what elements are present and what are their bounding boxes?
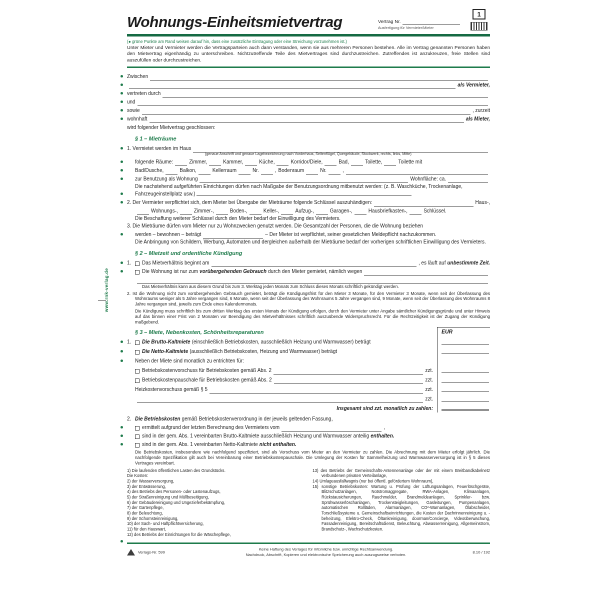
row-bk-pauschale — [127, 375, 437, 385]
betriebskosten-list — [127, 468, 490, 537]
amount-cell — [437, 346, 490, 356]
green-dot-icon — [121, 92, 124, 95]
usage-label: zur Benutzung als Wohnung — [135, 176, 198, 182]
row-brutto-enthalten — [127, 432, 490, 441]
amount-blank[interactable] — [442, 340, 490, 345]
fold-mark — [98, 300, 106, 301]
row-als-vermieter — [127, 80, 490, 89]
betriebskosten-explanation: Die Betriebskosten, insbesondere wie nachfolgend spezifiziert, sind als Vorschuss vom Mieter an den Vermieter zu zahlen. Die Abrechnung mit dem Mieter erfolgt jährlich. Die nachfolgende Spezifikation gilt auch bei Vereinbarung einer Betriebskostenpauschale. Die Umlegung der Kosten für Sammelheizung und Warmwasserversorgung ist in § 5 dieses Vertrages vereinbart. — [135, 449, 490, 466]
form-sheet — [104, 8, 490, 558]
zzt-label: zzt. — [425, 387, 433, 393]
green-dot-icon — [121, 147, 124, 150]
list-item: 5) der Straßenreinigung und Müllbeseitigung, — [127, 495, 209, 500]
section-3-grid — [127, 327, 490, 413]
eur-header-cell — [437, 327, 490, 337]
unbestimmte-zeit-label: unbestimmte Zeit. — [447, 260, 490, 266]
betriebskosten-text: gemäß Betriebskostenverordnung in der jeweils geltenden Fassung, — [181, 416, 333, 423]
list-item: 12) des Betriebs der Einrichtungen für die Wäschepflege, — [127, 532, 231, 537]
wohnung-label: Die Wohnung ist nur zum — [142, 268, 199, 275]
green-dot-icon — [121, 160, 124, 163]
toilette-label: Toilette, — [364, 159, 383, 165]
zwischen-label: Zwischen — [127, 73, 149, 80]
brutto-label: Die Brutto-Kaltmiete — [142, 339, 191, 346]
checkbox-netto-nicht-enthalten[interactable] — [135, 443, 140, 448]
footer — [127, 547, 490, 558]
zurzeit-label: , zurzeit — [472, 107, 490, 114]
comma: , — [383, 425, 385, 431]
form-title: Wohnungs-Einheitsmietvertrag — [127, 14, 343, 31]
footer-disclaimer — [207, 547, 445, 558]
row-rooms-2 — [127, 166, 490, 175]
netto-label: Die Netto-Kaltmiete — [142, 349, 189, 355]
row-vertreten-durch — [127, 89, 490, 98]
amount-cell — [437, 337, 490, 347]
sowie-label: sowie — [127, 107, 140, 114]
kueche-label: Küche, — [259, 159, 275, 165]
ermittelt-label: ermittelt aufgrund der letzten Berechnung des Vermieters vom — [142, 425, 280, 431]
list-item: 14) Umlageausfallwagnis (nur bei öffentl. gefördertem Wohnraum), — [312, 479, 434, 484]
list-item: 8) der Beleuchtung, — [127, 510, 163, 516]
row-closing — [127, 123, 490, 132]
section-3-heading: § 3 – Miete, Nebenkosten, Schönheitsreparaturen — [135, 329, 264, 336]
green-dot-icon — [121, 169, 124, 172]
closing-label: wird folgender Mietvertrag geschlossen: — [127, 124, 216, 131]
section-1-heading: § 1 – Mieträume — [135, 135, 177, 142]
row-keys-1 — [127, 198, 490, 207]
disclaimer-line-1: Keine Haftung des Verlages für irrtümliche bzw. unrichtige Rechtsanwendung. — [258, 547, 394, 552]
page-scaler — [104, 8, 490, 558]
bad-dusche-label: Bad/Dusche, — [135, 167, 164, 174]
zimmer-label: Zimmer, — [189, 159, 208, 165]
nr-label: Nr. — [320, 167, 327, 174]
item3-text-d: Die Anbringung von Schildern, Werbung, Automaten und dergleichen außerhalb der Mieträume bedarf der vorherigen schriftlichen Einwilligung des Vermieters. — [135, 239, 486, 245]
list-item: Die Kosten: — [127, 473, 149, 479]
row-wohnhaft — [127, 114, 490, 123]
facilities-paragraph — [127, 183, 490, 198]
facilities-text: Die nachstehend aufgeführten Einrichtungen dürfen nach Maßgabe der Benutzungsordnung mitbenutzt werden: (z. B. Waschküche, Trockenanlage, Fahrzeugeinstellplatz usw.) — [135, 183, 463, 197]
row-bk-vorschuss — [127, 365, 437, 375]
list-item: 2) der Wasserversorgung, — [127, 479, 175, 484]
row-netto-nicht-enthalten — [127, 440, 490, 449]
voruebergehend-label: vorübergehenden Gebrauch — [199, 268, 267, 275]
row-und — [127, 97, 490, 106]
gemietet-label: durch den Mieter gemietet, nämlich wegen — [268, 268, 363, 275]
list-item: 15) sonstige Betriebskosten: Wartung u. Prüfung der Lüftungsanlagen, Feuerlöschgeräte, Blitzschutzanlagen, Notstromaggregate, RWA-Anlagen, Klimaanlagen, Rückstausicherungen, Rauchmelder, Brandmeldeanlagen, Sprinkler- bzw. Sprühwasserlöschanlagen, Trockensteigleitungen, Gasleitungen, Pumpenanlagen, automatischen Rollläden, Alarmanlagen, CO²-Warnanlagen, Ölabscheider, Torschließsysteme u. Gemeinschaftseinrichtungen, die Kosten der Dachrinnenreinigung u. -beheizung, Elektro-Check, Öltankreinigung, doorman/Concierge, Videoüberwachung, Fassadenreinigung, Bereitschaftsdienst, Beleuchtung, Abwasserreinigung, Allgemeinstrom, Brandschutz-, Wachschutzkosten. — [312, 484, 490, 532]
green-dot-icon — [121, 350, 124, 353]
header — [127, 8, 490, 31]
disclaimer-line-2: Nachdruck, Abschrift, Kopieren und elektronische Speicherung auch auszugsweise verboten. — [245, 552, 407, 557]
boden-key-label: Boden-, — [229, 208, 248, 214]
und-label: und — [127, 99, 136, 105]
address-blank[interactable] — [193, 147, 488, 153]
row-heizkosten — [127, 384, 437, 394]
row-zwischen — [127, 72, 490, 81]
neben-label: Neben der Miete sind monatlich zu entrichten für: — [135, 358, 244, 365]
website-vertical-text: www.rnk-verlag.de — [104, 268, 109, 313]
item3-text-a: 3. Die Mieträume dürfen vom Mieter nur zu Wohnzwecken genutzt werden. Die Gesamtzahl der Personen, die die Wohnung beziehen — [127, 223, 424, 229]
garagen-key-label: Garagen-, — [329, 208, 353, 214]
laeuft-label: , es läuft auf — [418, 260, 446, 266]
item-number: 1. — [127, 339, 132, 346]
korridor-label: Korridor/Diele, — [290, 159, 323, 165]
address-caption: (genaue Anschrift und genaue Lagebezeichnung nach Vorderhaus, Seitenflügel, Quergebäude, Stockwerk, rechts, links, Mitte) — [205, 151, 412, 156]
green-dot-icon — [121, 177, 124, 180]
wohnhaft-label: wohnhaft — [127, 116, 148, 122]
meldepflicht-text: – Der Mieter ist verpflichtet, seiner gesetzlichen Meldepflicht nachzukommen. — [265, 231, 437, 238]
toilette-mit-label: Toilette mit — [398, 159, 423, 165]
kuendigung-form-paragraph: Die Kündigung muss schriftlich bis zum dritten Werktag des ersten Monats der Kündigung erfolgen, durch den Vermieter unter Angabe sämtlicher Kündigungsgründe und unter Hinweis auf das binnen einer Frist von 2 Monaten vor Beendigung des Mietverhältnisses schriftlich auszuübende Widerspruchsrecht. Für die Rechtzeitigkeit ist der Zugang der Kündigung maßgebend. — [135, 308, 490, 325]
total-label: Insgesamt sind zzt. monatlich zu zahlen: — [336, 406, 433, 412]
list-item: 9) der Schornsteinreinigung, — [127, 516, 179, 521]
checkbox-voruebergehend[interactable] — [135, 270, 140, 275]
copy-for-label: Ausfertigung für Vermieter/Mieter — [378, 25, 434, 30]
total-amount-blank[interactable] — [442, 405, 490, 411]
page-number-box: 1 — [473, 9, 486, 20]
amount-cell — [437, 384, 490, 394]
list-item: 10) der Sach- und Haftpflichtversicherung, — [127, 521, 204, 527]
footer-dot-row — [127, 538, 490, 543]
list-item: 6) der Gebäudereinigung und Ungezieferbekämpfung, — [127, 500, 226, 505]
kuendigungsfrist-paragraph: 2. Ist die Wohnung nicht zum vorübergehenden Gebrauch gemietet, beträgt die Kündigungsfrist für den Mieter 3 Monate, für den Vermieter 3 Monate, wenn seit der Überlassung des Wohnraums weniger als 5 Jahre vergangen sind, 6 Monate, wenn seit der Überlassung des Wohnraums 5 Jahre vergangen sind, 9 Monate, wenn seit der Überlassung des Wohnraums 8 Jahre vergangen sind, jeweils zum Ende eines Kalendermonats. — [127, 290, 490, 307]
green-dot-icon — [121, 117, 124, 120]
amount-cell — [437, 394, 490, 404]
green-dot-icon — [121, 540, 124, 543]
green-dot-icon — [121, 201, 124, 204]
row-total — [127, 403, 437, 413]
green-dot-icon — [121, 83, 124, 86]
kammer-label: Kammer, — [223, 159, 244, 165]
nr-label: Nr. — [252, 167, 259, 174]
publisher-number: Verlags-Nr. 599 — [138, 550, 165, 555]
netto-nicht-text: sind in der gem. Abs. 1 vereinbarten Netto-Kaltmiete — [142, 442, 258, 448]
green-dot-icon — [121, 233, 124, 236]
section-2-heading: § 2 – Mietzeit und ordentliche Kündigung — [135, 250, 243, 257]
row-sonstiges — [127, 394, 437, 404]
briefkasten-key-label: Hausbriefkasten-, — [368, 208, 408, 214]
keys-intro: 2. Der Vermieter verpflichtet sich, dem Mieter bei Übergabe der Mieträume folgende Schlüssel auszuhändigen: — [127, 199, 373, 206]
amount-cell — [437, 365, 490, 375]
heizkosten-label: Heizkostenvorschuss gemäß § 5 — [135, 387, 208, 393]
green-dot-icon — [121, 109, 124, 112]
bk-pauschale-label: Betriebskostenpauschale für Betriebskosten gemäß Abs. 2 — [142, 377, 272, 384]
row-persons — [127, 230, 490, 239]
row-reason-continued — [127, 275, 490, 284]
barcode-icon — [471, 22, 488, 31]
betriebskosten-list-left — [127, 468, 305, 537]
contract-number-row — [378, 19, 462, 25]
item-number: 1. — [127, 260, 132, 266]
section-3-heading-cell — [127, 327, 437, 337]
bk-vorschuss-label: Betriebskostenvorschuss für Betriebskosten gemäß Abs. 2 — [142, 368, 272, 374]
betriebskosten-label: Die Betriebskosten — [135, 416, 181, 423]
aufzug-key-label: Aufzug-, — [295, 208, 314, 214]
list-item: 11) für den Hauswart, — [127, 526, 167, 532]
zimmer-key-label: Zimmer-, — [193, 208, 214, 214]
kuendigung-note: Das Mietverhältnis kann aus diesem Grund bis zum 3. Werktag jeden Monats zum Schluss dieses Monats schriftlich gekündigt werden. — [142, 283, 399, 289]
print-code: 8.10 / 192 — [472, 550, 490, 555]
schluessel-label: Schlüssel. — [423, 208, 447, 214]
row-ermittelt — [127, 423, 490, 432]
item-number: 2. — [127, 416, 132, 423]
amount-blank[interactable] — [442, 378, 490, 383]
netto-text: (ausschließlich Betriebskosten, Heizung und Warmwasser) beträgt — [189, 349, 338, 355]
list-item: 4) des Betriebs des Personen- oder Lastenaufzugs, — [127, 489, 221, 495]
persons-label: werden – bewohnen – beträgt — [135, 231, 202, 238]
vertreten-label: vertreten durch — [127, 90, 161, 97]
amount-blank[interactable] — [442, 350, 490, 355]
rooms-label: folgende Räume: — [135, 159, 174, 165]
eur-label: EUR — [441, 329, 453, 336]
als-mieter-label: als Mieter, — [465, 116, 490, 122]
comma: , — [274, 167, 277, 174]
contract-no-label: Vertrag Nr. — [378, 19, 401, 25]
area-label: Wohnfläche: ca. — [410, 176, 446, 182]
green-dot-icon — [121, 435, 124, 438]
amount-blank[interactable] — [442, 388, 490, 393]
checkbox-bk-pauschale[interactable] — [135, 379, 140, 384]
list-item: 13) des Betriebs der Gemeinschafts-Antennenanlage oder der mit einem Breitbandkabelnetz verbundenen privaten Verteilanlage, — [312, 468, 490, 479]
green-dot-icon — [121, 341, 124, 344]
green-dot-icon — [121, 261, 124, 264]
beginn-label: Das Mietverhältnis beginnt am — [142, 260, 210, 266]
green-divider-rule — [127, 66, 490, 68]
facilities-blank[interactable] — [197, 191, 412, 196]
page-corner — [468, 8, 490, 31]
row-netto — [127, 346, 437, 356]
row-haus — [127, 144, 490, 153]
comma: , — [342, 167, 344, 174]
amount-cell — [437, 375, 490, 385]
keys-note: Die Beschaffung weiterer Schlüssel durch den Mieter bedarf der Einwilligung des Vermieters. — [135, 215, 341, 222]
haus-label: 1. Vermietet werden im Haus — [127, 145, 192, 152]
row-brutto — [127, 337, 437, 347]
checkbox-netto-kaltmiete[interactable] — [135, 350, 140, 355]
brutto-enthalten-text: sind in der gem. Abs. 1 vereinbarten Brutto-Kaltmiete ausschließlich Heizung und Warmwasser anteilig — [142, 433, 370, 440]
row-voruebergehend — [127, 267, 490, 276]
row-neben — [127, 356, 437, 366]
green-dot-icon — [121, 100, 124, 103]
row-mietbeginn — [127, 258, 490, 267]
green-dots-hint: (● grüne Punkte am Rand weisen darauf hin, dass eine zusätzliche Eintragung oder eine Streichung vorzunehmen ist.) — [127, 39, 347, 44]
bad-label: Bad, — [338, 159, 349, 165]
publisher-logo-icon — [127, 549, 135, 556]
total-amount-cell — [437, 403, 490, 413]
checkbox-unbefristet[interactable] — [135, 261, 140, 266]
green-dot-icon — [121, 426, 124, 429]
green-dot-icon — [121, 270, 124, 273]
footer-rule — [127, 543, 490, 545]
checkbox-brutto-enthalten[interactable] — [135, 435, 140, 440]
checkbox-brutto-kaltmiete[interactable] — [135, 341, 140, 346]
row-sowie — [127, 106, 490, 115]
keller-key-label: Keller-, — [263, 208, 280, 214]
betriebskosten-list-right — [313, 468, 491, 537]
green-dot-icon — [121, 192, 124, 195]
kellerraum-label: Kellerraum — [212, 167, 237, 174]
contract-no-blank[interactable] — [403, 19, 460, 25]
contract-number-block — [378, 19, 462, 30]
green-dot-icon — [121, 75, 124, 78]
zzt-label: zzt. — [425, 377, 433, 384]
wohnungs-key-label: Wohnungs-, — [151, 208, 178, 214]
green-dot-icon — [121, 360, 124, 363]
bodenraum-label: Bodenraum — [278, 167, 305, 174]
balkon-label: Balkon, — [179, 167, 197, 174]
amount-blank[interactable] — [442, 369, 490, 374]
row-betriebskosten-intro — [127, 415, 490, 424]
list-item: 7) der Gartenpflege, — [127, 505, 164, 511]
enthalten-label: enthalten. — [370, 433, 395, 440]
row-keys-2 — [127, 206, 490, 215]
zzt-label: zzt. — [425, 368, 433, 374]
als-vermieter-label: als Vermieter, — [457, 82, 490, 88]
list-item: 1) Die laufenden öffentlichen Lasten des Grundstücks. — [127, 468, 226, 473]
row-usage — [127, 174, 490, 183]
checkbox-bk-vorschuss[interactable] — [135, 369, 140, 374]
checkbox-ermittelt[interactable] — [135, 426, 140, 431]
list-item: 3) der Entwässerung, — [127, 484, 166, 489]
nicht-enthalten-label: nicht enthalten. — [259, 442, 297, 448]
amount-cell-empty — [437, 356, 490, 366]
amount-blank[interactable] — [442, 397, 490, 402]
green-dot-icon — [121, 443, 124, 446]
title-rule — [127, 34, 490, 37]
haus-key-label: Haus-, — [475, 199, 490, 206]
zzt-label: zzt. — [425, 396, 433, 403]
brutto-text: (einschließlich Betriebskosten, ausschließlich Heizung und Warmwasser) beträgt — [191, 339, 371, 346]
publisher-block — [127, 549, 207, 556]
row-rooms-1 — [127, 157, 490, 166]
intro-paragraph: Unter Mieter und Vermieter werden die Vertragsparteien auch dann verstanden, wenn sie aus mehreren Personen bestehen. Alle im Vertrag genannten Personen haben den Mietvertrag eigenhändig zu unterschreiben. Nichtzutreffende Teile des Mietvertrages sind durchzustreichen. Zutreffendes ist anzukreuzen, freie Stellen sind auszufüllen oder durchzustreichen. — [127, 45, 490, 63]
